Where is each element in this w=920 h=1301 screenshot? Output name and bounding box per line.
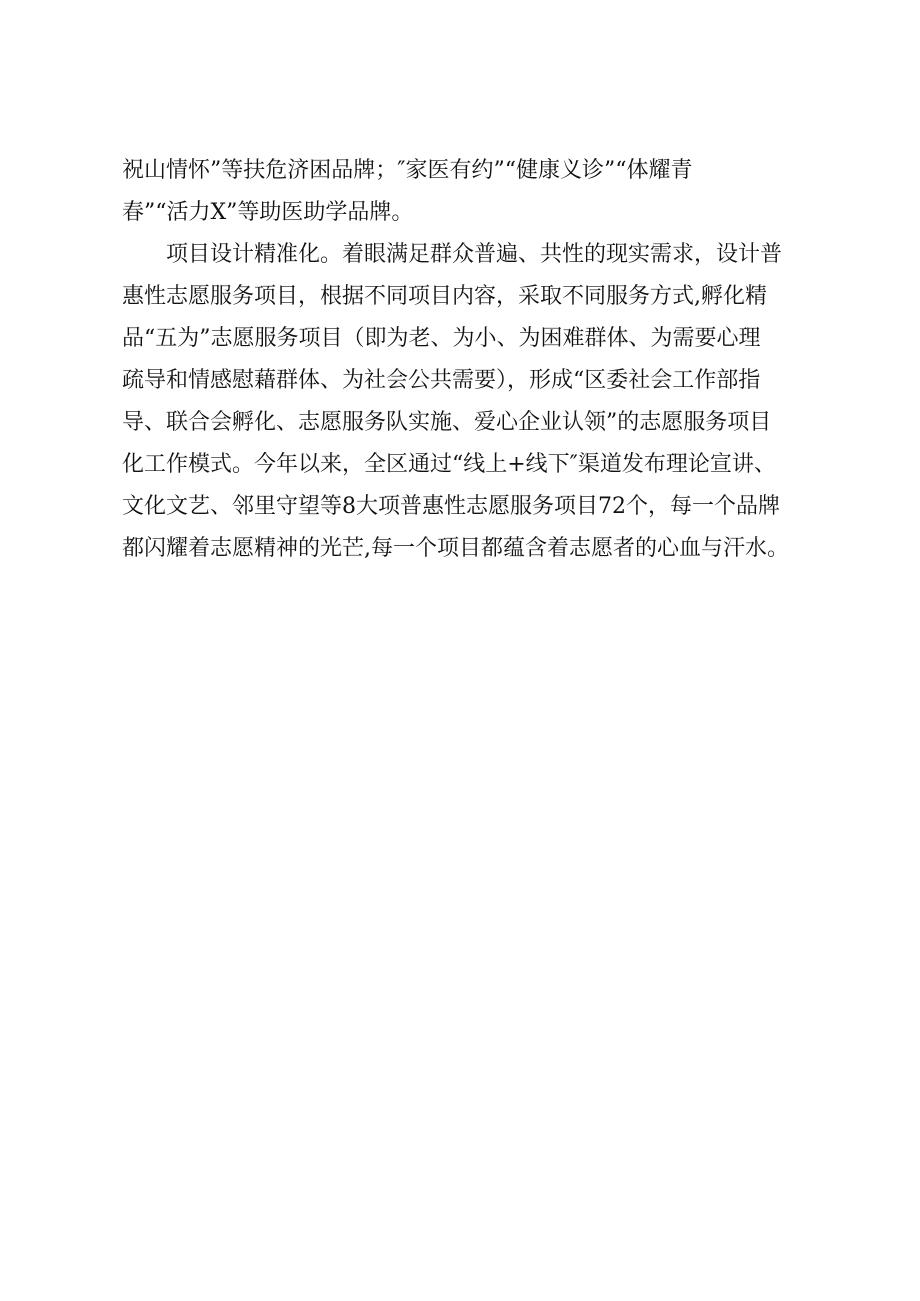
text-line: 疏导和情感慰藉群体、为社会公共需要），形成“区委社会工作部指: [122, 368, 761, 393]
text-line: 春”“活力X”等助医助学品牌。: [122, 200, 414, 225]
text-line: 品“五为”志愿服务项目（即为老、为小、为困难群体、为需要心理: [122, 326, 761, 351]
document-body: [122, 150, 822, 570]
text-line: 惠性志愿服务项目，根据不同项目内容，采取不同服务方式,孵化精: [122, 284, 767, 309]
text-line: 化工作模式。今年以来，全区通过“线上+线下″渠道发布理论宣讲、: [122, 452, 776, 477]
text-line: 都闪耀着志愿精神的光芒,每一个项目都蕴含着志愿者的心血与汗水。: [122, 536, 789, 561]
paragraph-first-line: 项目设计精准化。着眼满足群众普遍、共性的现实需求，设计普: [166, 242, 783, 267]
text-line: 导、联合会孵化、志愿服务队实施、爱心企业认领”的志愿服务项目: [122, 410, 772, 435]
text-line: 祝山情怀”等扶危济困品牌；″家医有约”“健康义诊”“体耀青: [122, 158, 693, 183]
text-line: 文化文艺、邻里守望等8大项普惠性志愿服务项目72个，每一个品牌: [122, 494, 780, 519]
